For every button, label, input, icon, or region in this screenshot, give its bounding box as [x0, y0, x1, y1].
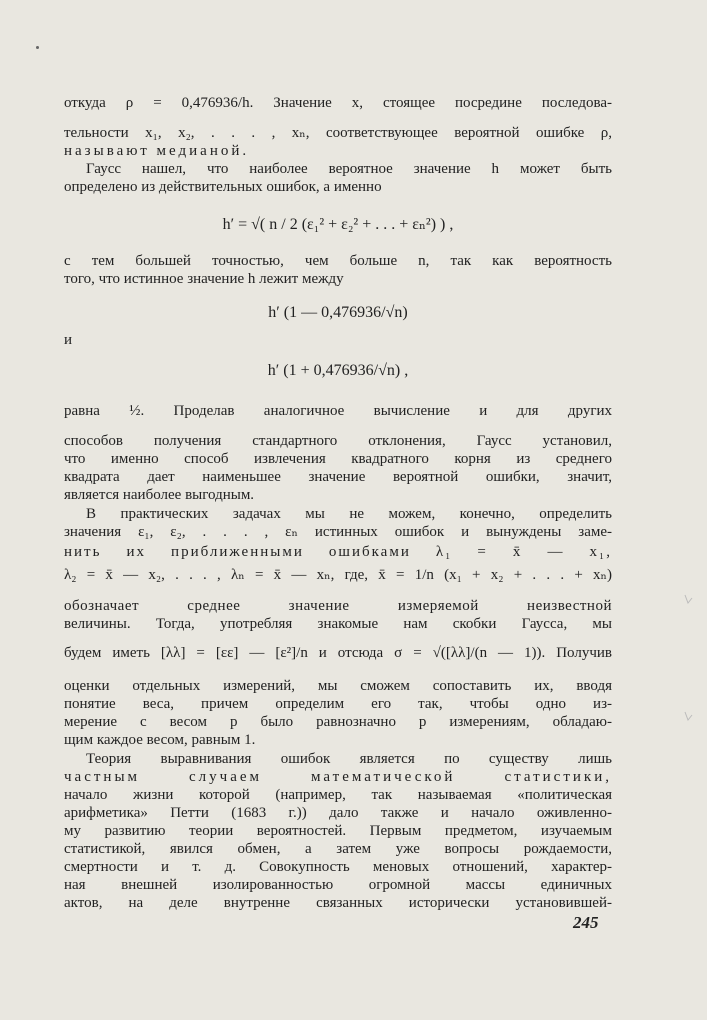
- text-line-11: что именно способ извлечения квадратного корня из среднего: [64, 451, 612, 467]
- text-line-26: частным случаем математической статистики,: [64, 769, 612, 785]
- text-line-27: начало жизни которой (например, так называемая «политическая: [64, 787, 612, 803]
- formula-upper-bound: h′ (1 + 0,476936/√n) ,: [267, 362, 409, 379]
- page-number: 245: [573, 913, 599, 932]
- text-line-19: величины. Тогда, употребляя знакомые нам скобки Гаусса, мы: [64, 616, 612, 632]
- text-line-4: Гаусс нашел, что наиболее вероятное значение h может быть: [86, 161, 612, 177]
- text-line-2: тельности x₁, x₂, . . . , xₙ, соответствующее вероятной ошибке ρ,: [64, 125, 612, 141]
- text-line-29: му развитию теории вероятностей. Первым предметом, изучаемым: [64, 823, 612, 839]
- text-line-1: откуда ρ = 0,476936/h. Значение x, стоящее посредине последова-: [64, 95, 612, 111]
- text-line-13: является наиболее выгодным.: [64, 487, 255, 503]
- text-line-32: ная внешней изолированностью огромной массы единичных: [64, 877, 612, 893]
- text-line-24: щим каждое весом, равным 1.: [64, 732, 256, 748]
- text-line-33: актов, на деле внутренне связанных исторически установившей-: [64, 895, 612, 911]
- margin-tick-mark: [683, 593, 693, 607]
- formula-lower-bound: h′ (1 — 0,476936/√n): [268, 304, 408, 321]
- text-line-28: арифметика» Петти (1683 г.)) дало также и начало оживленно-: [64, 805, 612, 821]
- speck: [36, 46, 39, 49]
- text-line-25: Теория выравнивания ошибок является по существу лишь: [86, 751, 612, 767]
- margin-tick-mark: [683, 710, 693, 724]
- text-line-16: нить их приближенными ошибками λ₁ = x̄ — x₁,: [64, 544, 612, 560]
- text-line-17: λ₂ = x̄ — x₂, . . . , λₙ = x̄ — xₙ, где, x̄ = 1/n (x₁ + x₂ + . . . + xₙ): [64, 567, 612, 583]
- text-line-3: называют медианой.: [64, 143, 250, 159]
- text-line-10: способов получения стандартного отклонения, Гаусс установил,: [64, 433, 612, 449]
- text-line-6: с тем большей точностью, чем больше n, так как вероятность: [64, 253, 612, 269]
- text-line-21: оценки отдельных измерений, мы сможем сопоставить их, вводя: [64, 678, 612, 694]
- text-line-8: и: [64, 332, 73, 348]
- text-line-18: обозначает среднее значение измеряемой неизвестной: [64, 598, 612, 614]
- text-line-30: статистикой, явился обмен, а затем уже вопросы рождаемости,: [64, 841, 612, 857]
- text-line-9: равна ½. Проделав аналогичное вычисление и для других: [64, 403, 612, 419]
- text-line-31: смертности и т. д. Совокупность меновых отношений, характер-: [64, 859, 612, 875]
- text-line-7: того, что истинное значение h лежит между: [64, 271, 344, 287]
- text-line-15: значения ε₁, ε₂, . . . , εₙ истинных ошибок и вынуждены заме-: [64, 524, 612, 540]
- text-line-14: В практических задачах мы не можем, конечно, определить: [86, 506, 612, 522]
- text-line-23: мерение с весом p было равнозначно p измерениям, обладаю-: [64, 714, 612, 730]
- formula-h-prime: h′ = √( n / 2 (ε₁² + ε₂² + . . . + εₙ²) ) ,: [222, 216, 454, 233]
- text-line-12: квадрата дает наименьшее значение вероятной ошибки, значит,: [64, 469, 612, 485]
- text-line-5: определено из действительных ошибок, а именно: [64, 179, 382, 195]
- text-line-22: понятие веса, причем определим его так, чтобы одно из-: [64, 696, 612, 712]
- text-line-20: будем иметь [λλ] = [εε] — [ε²]/n и отсюда σ = √([λλ]/(n — 1)). Получив: [64, 645, 612, 661]
